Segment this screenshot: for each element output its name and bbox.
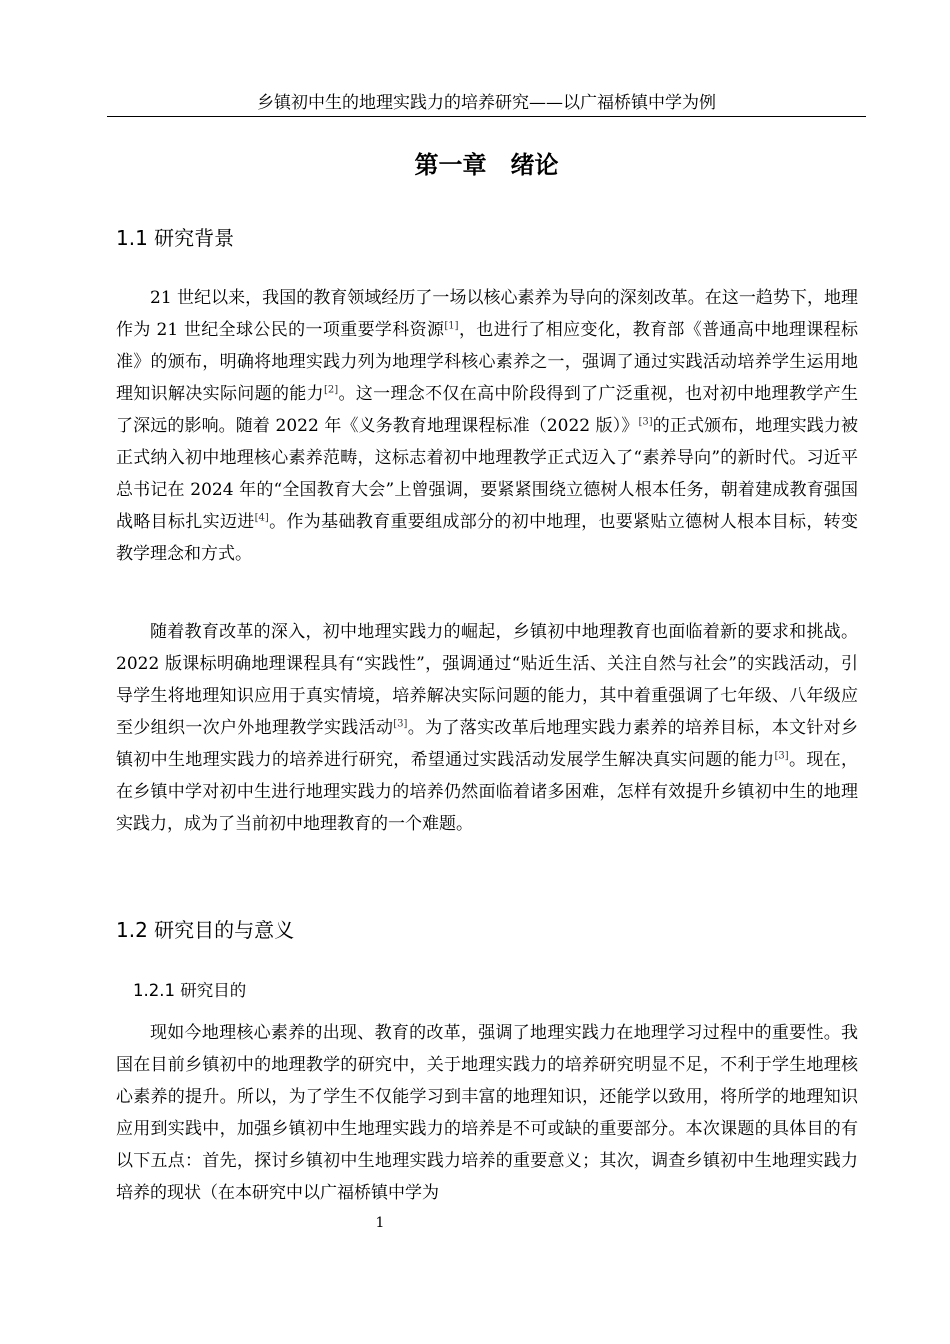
paragraph-text: 。现在，在乡镇中学对初中生进行地理实践力的培养仍然面临着诸多困难，怎样有效提升乡镇初中生的地理实践力，成为了当前初中地理教育的一个难题。	[116, 750, 859, 834]
header-divider	[107, 116, 866, 117]
paragraph-text: 。这一理念不仅在高中阶段得到了广泛重视，也对初中地理教学产生了深远的影响。随着 2022 年《义务教育地理课程标准（2022 版）》	[116, 384, 859, 436]
section-heading-1-1: 1.1 研究背景	[116, 226, 235, 250]
citation-ref[interactable]: [3]	[774, 750, 789, 762]
paragraph-text: 随着教育改革的深入，初中地理实践力的崛起，乡镇初中地理教育也面临着新的要求和挑战。2022 版课标明确地理课程具有“实践性”，强调通过“贴近生活、关注自然与社会”的实践活动，引导学生将地理知识应用于真实情境，培养解决实际问题的能力，其中着重强调了七年级、八年级应至少组织一次户外地理教学实践活动	[116, 622, 858, 738]
paragraph-background-1	[116, 282, 858, 570]
citation-ref[interactable]: [4]	[254, 512, 269, 524]
paragraph-text: 21 世纪以来，我国的教育领域经历了一场以核心素养为导向的深刻改革。在这一趋势下，地理作为 21 世纪全球公民的一项重要学科资源	[116, 288, 858, 340]
citation-ref[interactable]: [2]	[323, 384, 339, 396]
paragraph-text: ，也进行了相应变化，教育部《普通高中地理课程标准》的颁布，明确将地理实践力列为地理学科核心素养之一，强调了通过实践活动培养学生运用地理知识解决实际问题的能力	[116, 320, 858, 404]
paragraph-purpose	[116, 1017, 858, 1209]
citation-ref[interactable]: [3]	[638, 416, 653, 428]
subsection-heading-1-2-1: 1.2.1 研究目的	[133, 981, 247, 1000]
paragraph-text: 。为了落实改革后地理实践力素养的培养目标，本文针对乡镇初中生地理实践力的培养进行研究，希望通过实践活动发展学生解决真实问题的能力	[116, 718, 859, 770]
chapter-title: 第一章 绪论	[414, 151, 559, 179]
section-heading-1-2: 1.2 研究目的与意义	[116, 918, 295, 942]
running-header: 乡镇初中生的地理实践力的培养研究——以广福桥镇中学为例	[257, 93, 716, 113]
paragraph-background-2	[116, 616, 858, 840]
page-number: 1	[375, 1215, 385, 1231]
paragraph-text: 的正式颁布，地理实践力被正式纳入初中地理核心素养范畴，这标志着初中地理教学正式迈入了“素养导向”的新时代。习近平总书记在 2024 年的“全国教育大会”上曾强调，要紧紧围绕立德树人根本任务，朝着建成教育强国战略目标扎实迈进	[116, 416, 858, 532]
paragraph-text: 。作为基础教育重要组成部分的初中地理，也要紧贴立德树人根本目标，转变教学理念和方式。	[116, 512, 859, 564]
citation-ref[interactable]: [3]	[393, 718, 408, 730]
paragraph-text: 现如今地理核心素养的出现、教育的改革，强调了地理实践力在地理学习过程中的重要性。我国在目前乡镇初中的地理教学的研究中，关于地理实践力的培养研究明显不足，不利于学生地理核心素养的提升。所以，为了学生不仅能学习到丰富的地理知识，还能学以致用，将所学的地理知识应用到实践中，加强乡镇初中生地理实践力的培养是不可或缺的重要部分。本次课题的具体目的有以下五点：首先，探讨乡镇初中生地理实践力培养的重要意义；其次，调查乡镇初中生地理实践力培养的现状（在本研究中以广福桥镇中学为	[116, 1023, 858, 1203]
citation-ref[interactable]: [1]	[444, 320, 459, 332]
